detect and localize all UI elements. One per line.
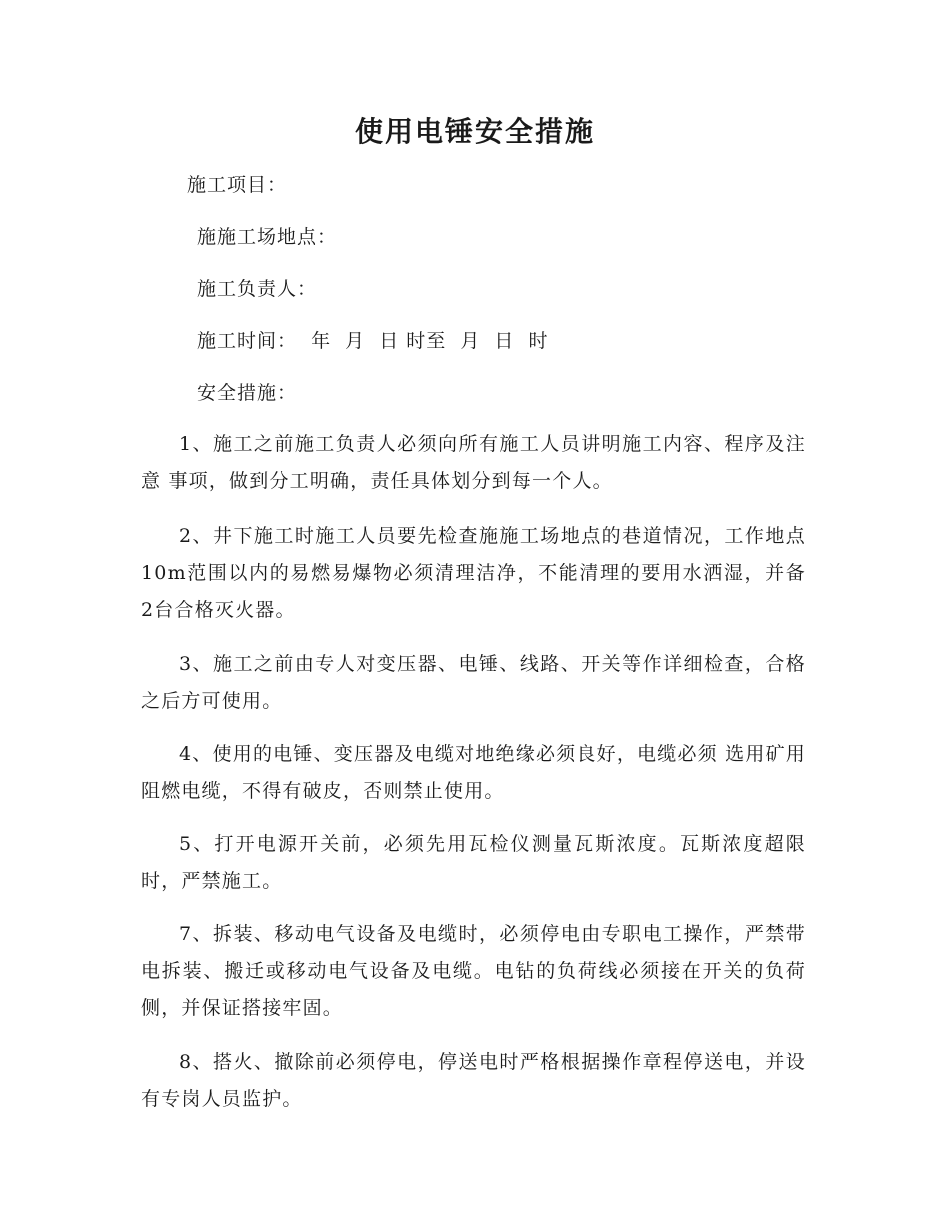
measure-item-1: 1、施工之前施工负责人必须向所有施工人员讲明施工内容、程序及注意 事项，做到分工明确，责任具体划分到每一个人。 [141,433,806,492]
measure-item-3: 3、施工之前由专人对变压器、电锤、线路、开关等作详细检查，合格之后方可使用。 [141,653,806,712]
measure-item-2: 2、井下施工时施工人员要先检查施施工场地点的巷道情况，工作地点10m范围以内的易燃易爆物必须清理洁净，不能清理的要用水洒湿，并备2台合格灭火器。 [141,525,806,621]
measure-item-7: 7、拆装、移动电气设备及电缆时，必须停电由专职电工操作，严禁带电拆装、搬迁或移动电气设备及电缆。电钻的负荷线必须接在开关的负荷侧，并保证搭接牢固。 [141,923,806,1019]
time-field: 施工时间： 年 月 日 时至 月 日 时 [197,330,549,352]
measures-heading: 安全措施： [197,382,298,404]
leader-field: 施工负责人： [197,278,318,300]
measure-item-5: 5、打开电源开关前，必须先用瓦检仪测量瓦斯浓度。瓦斯浓度超限时，严禁施工。 [141,833,806,892]
project-field: 施工项目： [187,174,288,196]
measure-item-4: 4、使用的电锤、变压器及电缆对地绝缘必须良好，电缆必须 选用矿用阻燃电缆，不得有破皮，否则禁止使用。 [141,743,806,802]
location-field: 施施工场地点： [197,226,338,248]
document-title: 使用电锤安全措施 [354,115,595,148]
measure-item-8: 8、搭火、撤除前必须停电，停送电时严格根据操作章程停送电，并设有专岗人员监护。 [141,1051,806,1110]
